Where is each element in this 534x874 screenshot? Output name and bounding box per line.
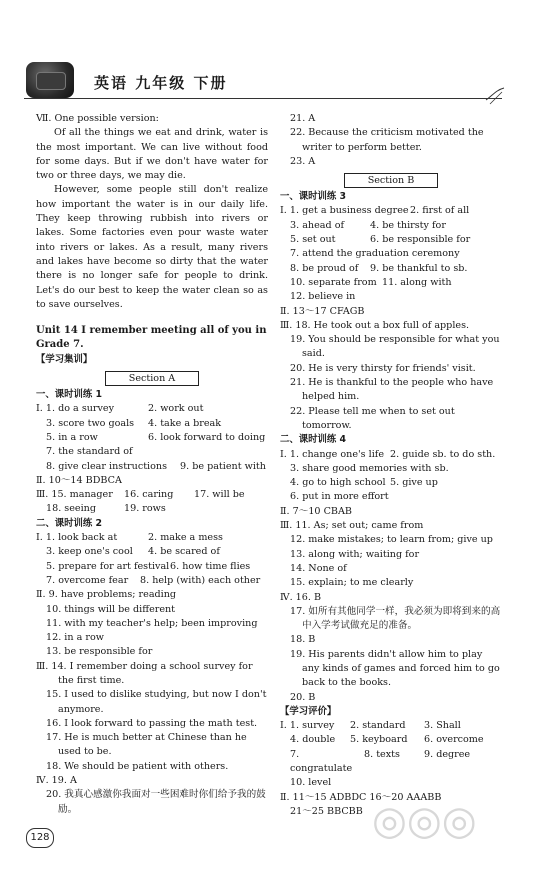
answer-line: 13. be responsible for [46, 646, 153, 658]
answer-line: 13. along with; waiting for [290, 548, 420, 560]
answer-line: Ⅰ. 1. look back at 2. make a mess [36, 532, 223, 544]
answer-line: 18. We should be patient with others. [46, 760, 229, 772]
answer-line: 21. A [290, 113, 316, 124]
answer-line: 22. Please tell me when to set out tomorrow. [290, 405, 455, 431]
answer-line: 19. You should be responsible for what you said. [290, 334, 500, 360]
answer-line: 19. His parents didn't allow him to play any kinds of games and forced him to go back to the books. [290, 648, 500, 689]
answer-line: Ⅰ. 1. change one's life 2. guide sb. to do sth. [280, 448, 496, 460]
answer-line: 8. give clear instructions 9. be patient with [46, 460, 266, 472]
answer-line: 3. score two goals 4. take a break [46, 417, 222, 429]
answer-line: 3. ahead of 4. be thirsty for [290, 219, 446, 231]
study-heading: 【学习集训】 [36, 353, 93, 365]
answer-line: 7. attend the graduation ceremony [290, 248, 460, 260]
answer-line: 7. congratulate 8. texts 9. degree [290, 748, 471, 775]
answer-line: 20. 我真心感激你我面对一些困难时你们给予我的鼓励。 [46, 789, 266, 815]
answer-line: 8. be proud of 9. be thankful to sb. [290, 262, 468, 274]
answer-line: Ⅱ. 11～15 ADBDC 16～20 AAABB [280, 791, 442, 803]
answer-line: 5. set out 6. be responsible for [290, 234, 471, 246]
lesson-heading: 一、课时训练 3 [280, 191, 347, 203]
answer-line: Ⅱ. 9. have problems; reading [36, 589, 177, 601]
page-number: 128 [26, 828, 54, 848]
answer-line: 18. B [290, 634, 316, 646]
answer-line: 21～25 BBCBB [290, 805, 363, 817]
answer-line: Ⅲ. 18. He took out a box full of apples. [280, 319, 470, 331]
answer-line: 23. A [290, 155, 316, 167]
answer-line: Ⅰ. 1. get a business degree 2. first of all [280, 205, 470, 217]
answer-line: 3. share good memories with sb. [290, 462, 449, 474]
answer-line: 10. separate from 11. along with [290, 276, 452, 288]
answer-line: 20. He is very thirsty for friends' visit. [290, 362, 476, 374]
answer-line: 12. believe in [290, 291, 356, 303]
answer-line: 15. explain; to me clearly [290, 577, 414, 589]
lesson-heading: 一、课时训练 1 [36, 389, 103, 401]
answer-line: 20. B [290, 691, 316, 703]
essay-paragraph: Of all the things we eat and drink, water is the most important. We can live without food for some days. But if we don't have water for two or three days, we may die. [36, 127, 268, 182]
book-title: 英语 九年级 下册 [94, 74, 228, 92]
right-column [280, 112, 502, 819]
answer-line: 10. things will be different [46, 603, 176, 615]
answer-line: 4. double 5. keyboard 6. overcome [290, 734, 484, 746]
evaluation-heading: 【学习评价】 [280, 705, 337, 717]
answer-line: Ⅰ. 1. survey 2. standard 3. Shall [280, 720, 461, 732]
header-rule [24, 98, 502, 99]
pen-icon [484, 86, 506, 108]
answer-line: Ⅲ. 14. I remember doing a school survey for the first time. [36, 660, 253, 686]
lesson-heading: 二、课时训练 2 [36, 517, 103, 529]
unit-heading: Unit 14 I remember meeting all of you in Grade 7. [36, 325, 267, 351]
answer-line: Ⅱ. 7～10 CBAB [280, 505, 352, 517]
section-a-box: Section A [105, 371, 199, 386]
answer-line: Ⅰ. 1. do a survey 2. work out [36, 403, 204, 415]
section-b-box: Section B [344, 173, 438, 188]
answer-line: 18. seeing 19. rows [46, 503, 166, 515]
answer-line: 5. in a row 6. look forward to doing [46, 431, 266, 443]
answer-line: 17. He is much better at Chinese than he used to be. [46, 732, 247, 758]
answer-line: 4. go to high school 5. give up [290, 477, 438, 489]
watermark-logo-icon: ◎◎◎ [372, 798, 477, 844]
answer-line: 6. put in more effort [290, 491, 389, 503]
answer-line: 10. level [290, 777, 332, 789]
section-heading: Ⅶ. One possible version: [36, 113, 159, 124]
answer-line: 14. None of [290, 562, 347, 574]
answer-line: 7. overcome fear 8. help (with) each other [46, 574, 261, 586]
answer-line: 22. Because the criticism motivated the writer to perform better. [290, 127, 484, 153]
answer-line: 12. make mistakes; to learn from; give up [290, 534, 493, 546]
answer-line: Ⅲ. 11. As; set out; came from [280, 520, 424, 532]
answer-line: 16. I look forward to passing the math test. [46, 717, 258, 729]
answer-line: 7. the standard of [46, 446, 133, 458]
answer-line: 12. in a row [46, 632, 104, 644]
lesson-heading: 二、课时训练 4 [280, 434, 347, 446]
essay-paragraph: However, some people still don't realize how important the water is in our daily life. They keep throwing rubbish into rivers or lakes. Some factories even pour waste water into rivers or lakes. As a result, many rivers and lakes have become so dirty that the water there is no longer safe for people to drink. Let's do our best to keep the water clean so as to save ourselves. [36, 184, 268, 310]
answer-line: Ⅲ. 15. manager 16. caring 17. will be [36, 489, 245, 501]
answer-line: 11. with my teacher's help; been improving [46, 617, 258, 629]
book-logo-icon [26, 62, 74, 98]
left-column [36, 112, 268, 817]
answer-line: Ⅳ. 16. B [280, 591, 322, 603]
answer-line: 17. 如所有其他同学一样，我必须为即将到来的高中入学考试做充足的准备。 [290, 605, 501, 632]
answer-line: 15. I used to dislike studying, but now I don't anymore. [46, 689, 267, 715]
answer-line: Ⅳ. 19. A [36, 775, 77, 787]
answer-line: 3. keep one's cool 4. be scared of [46, 546, 220, 558]
answer-line: 5. prepare for art festival 6. how time flies [46, 560, 251, 572]
answer-line: Ⅱ. 13～17 CFAGB [280, 305, 365, 317]
answer-line: 21. He is thankful to the people who have helped him. [290, 377, 494, 403]
page-header [0, 0, 534, 112]
answer-line: Ⅱ. 10～14 BDBCA [36, 474, 122, 486]
